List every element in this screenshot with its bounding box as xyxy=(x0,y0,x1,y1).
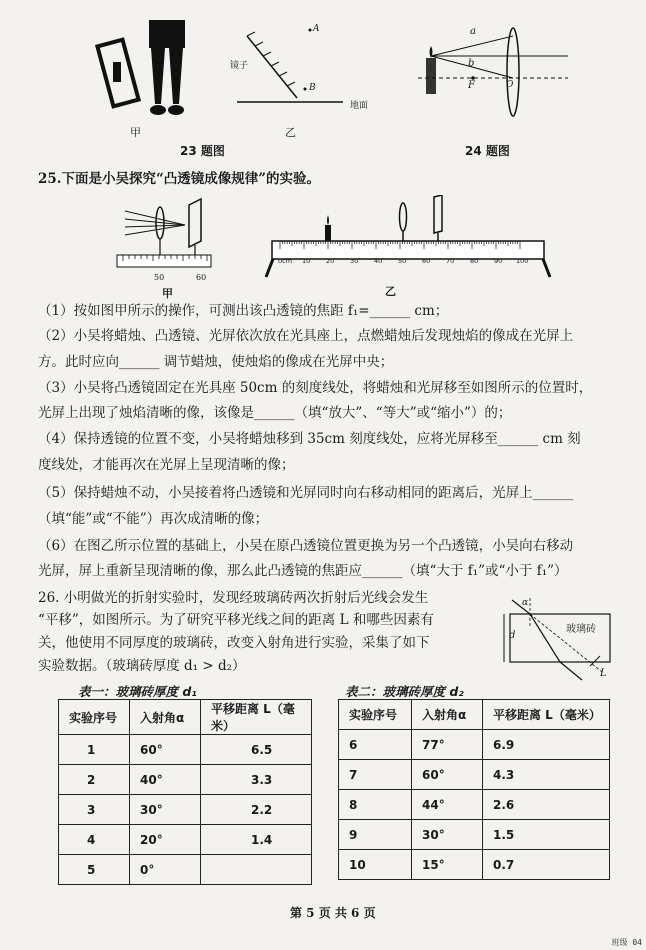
table-cell: 44° xyxy=(412,790,483,820)
table-cell: 10 xyxy=(339,850,412,880)
table-row xyxy=(339,730,610,760)
table1-caption: 表一：玻璃砖厚度 d₁ xyxy=(78,684,197,699)
table-row xyxy=(59,795,312,825)
table-cell: 4 xyxy=(59,825,130,855)
ruler-yi-tick-20: 20 xyxy=(326,257,335,265)
q25-fig-yi xyxy=(258,195,558,285)
table-cell: 77° xyxy=(412,730,483,760)
fig23-yi-label: 乙 xyxy=(285,126,296,139)
fig24-caption: 24 题图 xyxy=(465,144,510,158)
table-cell: 9 xyxy=(339,820,412,850)
table1-header: 实验序号 xyxy=(59,700,130,735)
table-cell: 60° xyxy=(412,760,483,790)
table-row xyxy=(59,735,312,765)
fig23-caption: 23 题图 xyxy=(180,144,225,158)
ruler-yi-tick-90: 90 xyxy=(494,257,503,265)
table-cell: 3 xyxy=(59,795,130,825)
table1 xyxy=(58,699,312,885)
q26-line-3: 关，他使用不同厚度的玻璃砖，改变入射角进行实验，采集了如下 xyxy=(38,635,430,651)
q25-line-1: （1）按如图甲所示的操作，可测出该凸透镜的焦距 f₁=______ cm； xyxy=(38,303,449,319)
table2-caption: 表二：玻璃砖厚度 d₂ xyxy=(345,684,464,699)
q25-fig-jia-label: 甲 xyxy=(162,287,173,300)
ray-b-label: b xyxy=(468,58,475,69)
table-cell: 0° xyxy=(130,855,201,885)
table-cell: 1.5 xyxy=(483,820,610,850)
table-cell xyxy=(201,855,312,885)
table-cell: 1 xyxy=(59,735,130,765)
table-cell: 0.7 xyxy=(483,850,610,880)
table-cell: 7 xyxy=(339,760,412,790)
table-row xyxy=(339,850,610,880)
table-row xyxy=(339,760,610,790)
table-row xyxy=(59,825,312,855)
table-cell: 3.3 xyxy=(201,765,312,795)
q25-fig-jia xyxy=(115,195,215,277)
table-cell: 8 xyxy=(339,790,412,820)
table-cell: 15° xyxy=(412,850,483,880)
q26-l-label: L xyxy=(600,668,607,679)
table1-header: 入射角α xyxy=(130,700,201,735)
ruler-yi-tick-10: 10 xyxy=(302,257,311,265)
q25-intro: 25.下面是小吴探究“凸透镜成像规律”的实验。 xyxy=(38,171,321,187)
ruler-jia-tick-60: 60 xyxy=(196,273,207,282)
ruler-yi-tick-60: 60 xyxy=(422,257,431,265)
q25-line-2: （2）小吴将蜡烛、凸透镜、光屏依次放在光具座上，点燃蜡烛后发现烛焰的像成在光屏上 xyxy=(38,328,574,344)
q26-line-4: 实验数据。（玻璃砖厚度 d₁ > d₂） xyxy=(38,658,246,674)
point-a-label: A xyxy=(313,24,320,34)
page-footer: 第 5 页 共 6 页 xyxy=(290,906,376,920)
table-cell: 2.6 xyxy=(483,790,610,820)
q26-line-1: 26. 小明做光的折射实验时，发现经玻璃砖两次折射后光线会发生 xyxy=(38,590,429,606)
table2-header: 实验序号 xyxy=(339,700,412,730)
q26-d-label: d xyxy=(509,630,516,641)
ruler-jia-tick-50: 50 xyxy=(154,273,165,282)
q25-line-3: 方。此时应向______ 调节蜡烛，使烛焰的像成在光屏中央； xyxy=(38,354,394,370)
table-cell: 6.5 xyxy=(201,735,312,765)
ground-label: 地面 xyxy=(350,101,369,111)
mirror-label: 镜子 xyxy=(230,61,249,71)
table-cell: 30° xyxy=(412,820,483,850)
table-cell: 5 xyxy=(59,855,130,885)
table2-header: 入射角α xyxy=(412,700,483,730)
q25-line-5: 光屏上出现了烛焰清晰的像，该像是______（填“放大”、“等大”或“缩小”）的； xyxy=(38,405,512,421)
table2 xyxy=(338,699,610,880)
fig24-diagram xyxy=(418,20,578,130)
table2-header-row xyxy=(339,700,610,730)
q26-alpha-label: α xyxy=(522,598,529,608)
table1-header-row xyxy=(59,700,312,735)
q25-line-8: （5）保持蜡烛不动，小吴接着将凸透镜和光屏同时向右移动相同的距离后，光屏上______ xyxy=(38,485,574,501)
table-cell: 40° xyxy=(130,765,201,795)
q26-glass-label: 玻璃砖 xyxy=(566,624,596,635)
ruler-yi-tick-100: 100 xyxy=(516,257,529,265)
fig23-jia-label: 甲 xyxy=(130,126,141,139)
q25-ruler-yi-labels xyxy=(278,257,529,267)
q26-line-2: “平移”，如图所示。为了研究平移光线之间的距离 L 和哪些因素有 xyxy=(38,612,434,628)
focus-f-label: F xyxy=(468,80,475,91)
ruler-yi-tick-0: 0cm xyxy=(278,257,293,265)
table-cell: 30° xyxy=(130,795,201,825)
table-cell: 6 xyxy=(339,730,412,760)
table-row xyxy=(59,855,312,885)
table-cell: 60° xyxy=(130,735,201,765)
ruler-yi-tick-50: 50 xyxy=(398,257,407,265)
fig23-jia-illustration xyxy=(95,14,195,124)
table-cell: 6.9 xyxy=(483,730,610,760)
table-row xyxy=(339,820,610,850)
corner-stamp: 班级 04 xyxy=(611,938,642,947)
table-cell: 2.2 xyxy=(201,795,312,825)
q25-line-11: 光屏，屏上重新呈现清晰的像，那么此凸透镜的焦距应______（填“大于 f₁”或“小于 f₁”） xyxy=(38,563,568,579)
ruler-yi-tick-30: 30 xyxy=(350,257,359,265)
table-cell: 20° xyxy=(130,825,201,855)
table-row xyxy=(59,765,312,795)
q25-line-6: （4）保持透镜的位置不变，小吴将蜡烛移到 35cm 刻度线处，应将光屏移至______ cm 刻 xyxy=(38,431,581,447)
q25-line-4: （3）小吴将凸透镜固定在光具座 50cm 的刻度线处，将蜡烛和光屏移至如图所示的位置时， xyxy=(38,380,593,396)
ray-a-label: a xyxy=(470,26,476,37)
point-b-label: B xyxy=(309,83,316,93)
q25-fig-yi-label: 乙 xyxy=(385,285,396,298)
table-cell: 4.3 xyxy=(483,760,610,790)
point-o-label: O xyxy=(506,80,514,90)
q25-line-7: 度线处，才能再次在光屏上呈现清晰的像； xyxy=(38,457,295,473)
table-row xyxy=(339,790,610,820)
q25-line-9: （填“能”或“不能”）再次成清晰的像； xyxy=(38,511,269,527)
ruler-yi-tick-40: 40 xyxy=(374,257,383,265)
ruler-yi-tick-70: 70 xyxy=(446,257,455,265)
table-cell: 2 xyxy=(59,765,130,795)
table2-header: 平移距离 L（毫米） xyxy=(483,700,610,730)
ruler-yi-tick-80: 80 xyxy=(470,257,479,265)
table-cell: 1.4 xyxy=(201,825,312,855)
q25-line-10: （6）在图乙所示位置的基础上，小吴在原凸透镜位置更换为另一个凸透镜，小吴向右移动 xyxy=(38,538,574,554)
table1-header: 平移距离 L（毫米） xyxy=(201,700,312,735)
